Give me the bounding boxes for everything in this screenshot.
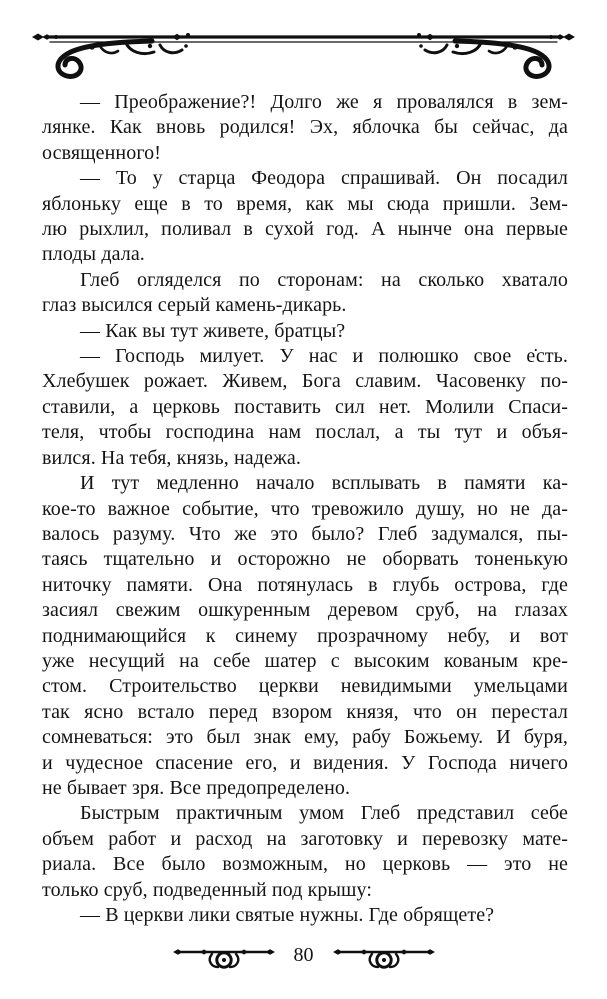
text-line: освященного! xyxy=(42,141,162,164)
text-line: вился. На тебя, князь, надежа. xyxy=(42,446,301,469)
text-line: лю рыхлил, поливал в сухой год. А нынче она первые xyxy=(42,218,568,241)
text-line: плоды дала. xyxy=(42,243,145,266)
text-line: И тут медленно начало всплывать в памяти ка- xyxy=(80,472,568,495)
text-line: уже несущий на себе шатер с высоким кованым кре- xyxy=(42,649,568,672)
text-line: Быстрым практичным умом Глеб представил себе xyxy=(80,802,568,825)
text-line: не бывает зря. Все предопределено. xyxy=(42,776,351,799)
text-line: лянке. Как вновь родился! Эх, яблочка бы сейчас, да xyxy=(42,116,568,139)
text-line: стом. Строительство церкви невидимыми умельцами xyxy=(42,675,568,698)
footer-ornament-left-icon xyxy=(172,943,276,973)
text-line: — Как вы тут живете, братцы? xyxy=(80,319,346,342)
text-block xyxy=(42,90,568,928)
paragraph xyxy=(42,90,568,166)
paragraph xyxy=(42,319,568,344)
text-line: ставили, а церковь поставить сил нет. Молили Спаси- xyxy=(42,395,568,418)
text-line: таясь тщательно и осторожно не оборвать тоненькую xyxy=(42,548,568,571)
footer xyxy=(0,943,607,973)
text-line: только сруб, подведенный под крышу: xyxy=(42,878,373,901)
paragraph xyxy=(42,801,568,903)
text-line: — Господь милует. У нас и полюшко свое е̇сть. xyxy=(80,345,568,368)
paragraph xyxy=(42,268,568,319)
paragraph xyxy=(42,166,568,268)
paragraph xyxy=(42,903,568,928)
text-line: — То у старца Феодора спрашивай. Он посадил xyxy=(80,167,568,190)
text-line: засиял свежим ошкуренным деревом сруб, на глазах xyxy=(42,599,568,622)
text-line: так ясно встало перед взором князя, что он перестал xyxy=(42,700,568,723)
text-line: поднимающийся к синему прозрачному небу, и вот xyxy=(42,624,568,647)
page-number: 80 xyxy=(293,943,314,966)
text-line: кое-то важное событие, что тревожило душу, но не да- xyxy=(42,497,568,520)
text-line: теля, чтобы господина нам послал, а ты тут и объя- xyxy=(42,421,568,444)
text-line: Глеб огляделся по сторонам: на сколько хватало xyxy=(80,268,568,291)
text-line: риала. Все было возможным, но церковь — это не xyxy=(42,853,568,876)
paragraph xyxy=(42,471,568,801)
text-line: сомневаться: это был знак ему, рабу Божьему. И буря, xyxy=(42,726,568,749)
header-ornament-icon xyxy=(30,26,577,80)
text-line: валось разуму. Что же это было? Глеб задумался, пы- xyxy=(42,522,568,545)
text-line: глаз высился серый камень-дикарь. xyxy=(42,294,347,317)
text-line: Хлебушек рожает. Живем, Бога славим. Часовенку по- xyxy=(42,370,568,393)
text-line: ниточку памяти. Она потянулась в глубь острова, где xyxy=(42,573,568,596)
text-line: объем работ и расход на заготовку и перевозку мате- xyxy=(42,827,568,850)
paragraph xyxy=(42,344,568,471)
text-line: — Преображение?! Долго же я провалялся в зем- xyxy=(80,91,568,113)
text-line: — В церкви лики святые нужны. Где обрящете? xyxy=(80,904,495,926)
text-line: и чудесное спасение его, и видения. У Господа ничего xyxy=(42,751,568,774)
footer-ornament-right-icon xyxy=(332,943,436,973)
text-line: яблоньку еще в то время, как мы сюда пришли. Зем- xyxy=(42,192,568,215)
